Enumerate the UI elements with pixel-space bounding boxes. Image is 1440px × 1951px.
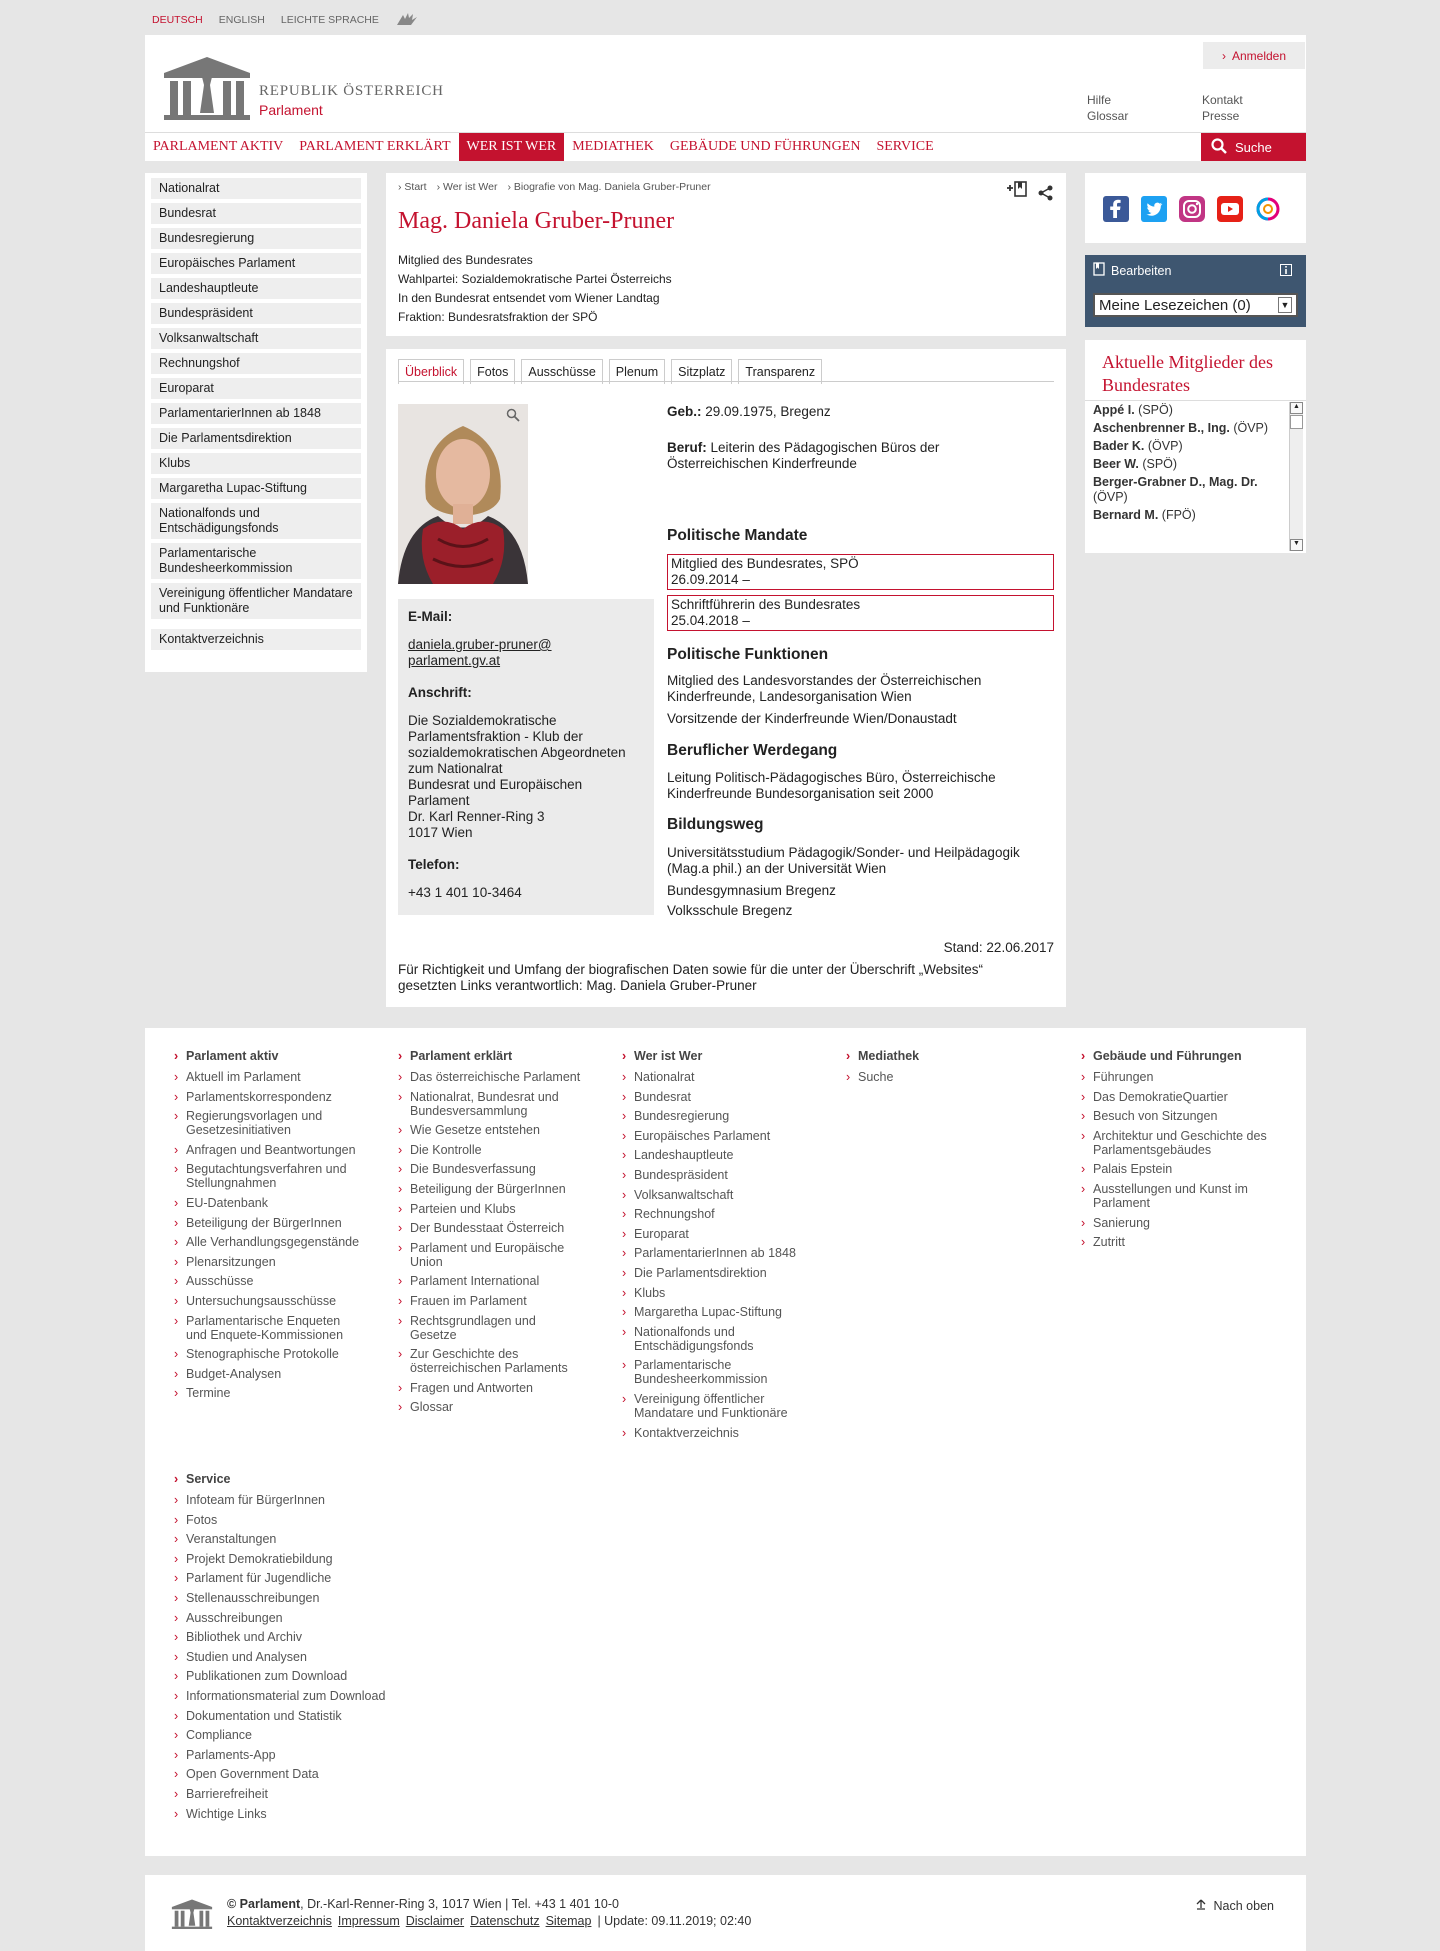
footer-link[interactable]: › ParlamentarierInnen ab 1848 xyxy=(634,1246,809,1260)
profession-info: Beruf: Leiterin des Pädagogischen Büros der Österreichischen Kinderfreunde xyxy=(667,440,940,471)
breadcrumb-current: › Biografie von Mag. Daniela Gruber-Pruner xyxy=(507,181,710,193)
bottom-link[interactable]: Sitemap xyxy=(545,1914,592,1928)
contact-link[interactable]: Kontakt xyxy=(1202,93,1243,107)
footer-heading[interactable]: › Service xyxy=(186,1472,406,1486)
footer-col-service xyxy=(186,1472,406,1826)
sidebar-item[interactable]: Nationalfonds und Entschädigungsfonds xyxy=(151,503,361,539)
footer-link[interactable]: › Projekt Demokratiebildung xyxy=(186,1552,406,1566)
footer-heading[interactable]: › Gebäude und Führungen xyxy=(1093,1049,1273,1063)
footer-link[interactable]: › Parlamentarische Bundesheerkommission xyxy=(634,1358,809,1386)
member-party: (FPÖ) xyxy=(1161,508,1196,522)
member-list-item[interactable] xyxy=(1093,403,1288,418)
footer-link[interactable]: › Aktuell im Parlament xyxy=(186,1070,361,1084)
footer-link[interactable]: › Ausschüsse xyxy=(186,1274,361,1288)
footer-link[interactable]: › Parlament International xyxy=(410,1274,585,1288)
tab-fotos[interactable]: Fotos xyxy=(470,359,515,384)
address-line: Parlament xyxy=(408,793,470,808)
sidebar-item[interactable]: Margaretha Lupac-Stiftung xyxy=(151,478,361,499)
footer-link[interactable]: › Rechnungshof xyxy=(634,1207,809,1221)
footer-link[interactable]: › Publikationen zum Download xyxy=(186,1669,406,1683)
search-icon xyxy=(1211,138,1227,157)
logo-title: REPUBLIK ÖSTERREICH xyxy=(259,83,444,99)
footer-link[interactable]: › Europäisches Parlament xyxy=(634,1129,809,1143)
member-list-item[interactable] xyxy=(1093,508,1288,523)
education-item: Bundesgymnasium Bregenz xyxy=(667,883,836,898)
chevron-down-icon: ▼ xyxy=(1278,297,1292,313)
career-heading: Beruflicher Werdegang xyxy=(667,742,838,759)
career-item: Leitung Politisch-Pädagogisches Büro, Österreichische Kinderfreunde Bundesorganisation seit 2000 xyxy=(667,770,996,801)
glossary-link[interactable]: Glossar xyxy=(1087,109,1129,123)
members-list xyxy=(1093,403,1288,551)
current-members-panel xyxy=(1085,340,1306,553)
sidebar-item[interactable]: Parlamentarische Bundesheerkommission xyxy=(151,543,361,579)
bottom-link[interactable]: Datenschutz xyxy=(470,1914,540,1928)
bio-content-panel xyxy=(386,349,1066,1007)
breadcrumb-start[interactable]: › Start xyxy=(398,181,427,193)
footer-link[interactable]: › Stellenausschreibungen xyxy=(186,1591,406,1605)
tab-ausschuesse[interactable]: Ausschüsse xyxy=(521,359,602,384)
member-party: (ÖVP) xyxy=(1093,490,1128,504)
address-line: Parlamentsfraktion - Klub der xyxy=(408,729,583,744)
footer-link[interactable]: › Das österreichische Parlament xyxy=(410,1070,585,1084)
member-name: Appé I. xyxy=(1093,403,1135,417)
press-link[interactable]: Presse xyxy=(1202,109,1240,123)
lang-easy-link[interactable]: LEICHTE SPRACHE xyxy=(280,14,379,26)
footer-link[interactable]: › Margaretha Lupac-Stiftung xyxy=(634,1305,809,1319)
footer-link[interactable]: › Dokumentation und Statistik xyxy=(186,1709,406,1723)
footer-link[interactable]: › Der Bundesstaat Österreich xyxy=(410,1221,585,1235)
bio-summary xyxy=(398,251,672,327)
footer-col-parlament-aktiv xyxy=(186,1049,361,1406)
sidebar-item[interactable]: Bundesregierung xyxy=(151,228,361,249)
footer-heading[interactable]: › Wer ist Wer xyxy=(634,1049,809,1063)
footer-link[interactable]: › Zutritt xyxy=(1093,1235,1273,1249)
member-list-item[interactable] xyxy=(1093,421,1288,436)
mandates-heading: Politische Mandate xyxy=(667,527,808,544)
footer-link[interactable]: › Fragen und Antworten xyxy=(410,1381,585,1395)
footer-link[interactable]: › Parlaments-App xyxy=(186,1748,406,1762)
footer-link[interactable]: › Barrierefreiheit xyxy=(186,1787,406,1801)
footer-link[interactable]: › Sanierung xyxy=(1093,1216,1273,1230)
phone-number: +43 1 401 10-3464 xyxy=(408,885,522,900)
footer-col-wer-ist-wer xyxy=(634,1049,809,1445)
contact-box xyxy=(398,599,654,915)
footer-link[interactable]: › Bundesrat xyxy=(634,1090,809,1104)
footer-link[interactable]: › Ausschreibungen xyxy=(186,1611,406,1625)
member-name: Berger-Grabner D., Mag. Dr. xyxy=(1093,475,1258,489)
footer-link[interactable]: › Parlamentarische Enqueten und Enquete-Kommissionen xyxy=(186,1314,361,1342)
footer-link[interactable]: › Open Government Data xyxy=(186,1767,406,1781)
footer-link[interactable]: › Infoteam für BürgerInnen xyxy=(186,1493,406,1507)
footer-link[interactable]: › Compliance xyxy=(186,1728,406,1742)
back-to-top-link[interactable]: Nach oben xyxy=(1196,1898,1274,1913)
nav-service[interactable]: SERVICE xyxy=(876,139,934,154)
tab-plenum[interactable]: Plenum xyxy=(609,359,665,384)
footer-link[interactable]: › Untersuchungsausschüsse xyxy=(186,1294,361,1308)
footer-link[interactable]: › Führungen xyxy=(1093,1070,1273,1084)
footer-col-mediathek xyxy=(858,1049,1033,1090)
login-button[interactable]: › Anmelden xyxy=(1203,42,1305,69)
parliament-logo-small-icon xyxy=(170,1898,214,1935)
sidebar-item[interactable]: ParlamentarierInnen ab 1848 xyxy=(151,403,361,424)
footer-link[interactable]: › Anfragen und Beantwortungen xyxy=(186,1143,361,1157)
breadcrumb-wer-ist-wer[interactable]: › Wer ist Wer xyxy=(437,181,498,193)
sidebar-item[interactable]: Rechnungshof xyxy=(151,353,361,374)
address-line: zum Nationalrat xyxy=(408,761,503,776)
nav-parlament-aktiv[interactable]: PARLAMENT AKTIV xyxy=(153,139,284,154)
sidebar-item[interactable]: Kontaktverzeichnis xyxy=(151,629,361,650)
bookmarks-select[interactable]: Meine Lesezeichen (0) ▼ xyxy=(1093,293,1298,317)
copyright-block: © Parlament, Dr.-Karl-Renner-Ring 3, 1017 Wien | Tel. +43 1 401 10-0 Kontaktverzeichnis Impressum Disclaimer Datenschutz Sitemap | Update: 09.11.2019; 02:40 xyxy=(227,1897,752,1928)
bottom-bar xyxy=(145,1875,1306,1951)
lang-deutsch-link[interactable]: DEUTSCH xyxy=(152,14,203,26)
instagram-icon[interactable] xyxy=(1179,196,1205,227)
bio-header-panel xyxy=(386,173,1066,336)
footer-link[interactable]: › Termine xyxy=(186,1386,361,1400)
functions-heading: Politische Funktionen xyxy=(667,646,829,663)
member-list-item[interactable] xyxy=(1093,475,1288,505)
footer-link[interactable]: › Rechtsgrundlagen und Gesetze xyxy=(410,1314,585,1342)
email-link[interactable]: daniela.gruber-pruner@ parlament.gv.at xyxy=(408,637,552,668)
lang-english-link[interactable]: ENGLISH xyxy=(218,14,265,26)
footer-link[interactable]: › Parlament für Jugendliche xyxy=(186,1571,406,1585)
bottom-links xyxy=(227,1913,751,1930)
email-label: E-Mail: xyxy=(408,609,453,624)
bottom-link[interactable]: Impressum xyxy=(337,1914,400,1928)
bottom-link[interactable]: Disclaimer xyxy=(405,1914,465,1928)
footer-link[interactable]: › Beteiligung der BürgerInnen xyxy=(410,1182,585,1196)
twitter-icon[interactable] xyxy=(1141,196,1167,227)
sidebar-item[interactable]: Vereinigung öffentlicher Mandatare und Funktionäre xyxy=(151,583,361,619)
sidebar-item[interactable]: Volksanwaltschaft xyxy=(151,328,361,349)
footer-sitemap xyxy=(145,1028,1306,1856)
footer-col-gebaeude xyxy=(1093,1049,1273,1255)
footer-link[interactable]: › Klubs xyxy=(634,1286,809,1300)
birth-info: Geb.: 29.09.1975, Bregenz xyxy=(667,404,831,419)
footer-heading[interactable]: › Mediathek xyxy=(858,1049,1033,1063)
footer-link[interactable]: › Das DemokratieQuartier xyxy=(1093,1090,1273,1104)
page-title: Mag. Daniela Gruber-Pruner xyxy=(398,208,675,234)
footer-link[interactable]: › Europarat xyxy=(634,1227,809,1241)
member-list-item[interactable] xyxy=(1093,439,1288,454)
footer-link[interactable]: › Plenarsitzungen xyxy=(186,1255,361,1269)
scroll-up-icon[interactable]: ▲ xyxy=(1290,402,1303,414)
bookmark-panel xyxy=(1085,255,1306,327)
footer-link[interactable]: › Suche xyxy=(858,1070,1033,1084)
address-line: Die Sozialdemokratische xyxy=(408,713,557,728)
disclaimer-text: Für Richtigkeit und Umfang der biografischen Daten sowie für die unter der Überschrift „Websites“ gesetzten Links verantwortlich: Mag. Daniela Gruber-Pruner xyxy=(398,962,984,993)
bookmark-edit[interactable]: Bearbeiten xyxy=(1093,262,1171,279)
footer-link[interactable]: › Architektur und Geschichte des Parlamentsgebäudes xyxy=(1093,1129,1273,1157)
facebook-icon[interactable] xyxy=(1103,196,1129,227)
footer-link[interactable]: › Ausstellungen und Kunst im Parlament xyxy=(1093,1182,1273,1210)
sidebar-item[interactable]: Europäisches Parlament xyxy=(151,253,361,274)
footer-link[interactable]: › Nationalrat, Bundesrat und Bundesversammlung xyxy=(410,1090,585,1118)
bio-line-faction: Fraktion: Bundesratsfraktion der SPÖ xyxy=(398,310,598,324)
footer-link[interactable]: › Die Parlamentsdirektion xyxy=(634,1266,809,1280)
footer-link[interactable]: › Landeshauptleute xyxy=(634,1148,809,1162)
bookmark-icon xyxy=(1093,262,1105,279)
nav-mediathek[interactable]: MEDIATHEK xyxy=(572,139,654,154)
members-heading: Aktuelle Mitglieder des Bundesrates xyxy=(1102,352,1273,395)
member-party: (SPÖ) xyxy=(1142,457,1178,471)
logo-subtitle: Parlament xyxy=(259,102,323,118)
member-party: (SPÖ) xyxy=(1138,403,1173,417)
members-divider xyxy=(1085,400,1306,401)
education-item: Volksschule Bregenz xyxy=(667,903,793,918)
footer-link[interactable]: › Palais Epstein xyxy=(1093,1162,1273,1176)
bio-line-membership: Mitglied des Bundesrates xyxy=(398,253,533,267)
function-item: Vorsitzende der Kinderfreunde Wien/Donaustadt xyxy=(667,711,957,726)
scrollbar-thumb[interactable] xyxy=(1290,415,1303,429)
sidebar-item[interactable]: Nationalrat xyxy=(151,178,361,199)
member-name: Bernard M. xyxy=(1093,508,1159,522)
member-name: Aschenbrenner B., Ing. xyxy=(1093,421,1230,435)
footer-link[interactable]: › Vereinigung öffentlicher Mandatare und Funktionäre xyxy=(634,1392,809,1420)
search-button[interactable]: Suche xyxy=(1201,133,1306,161)
footer-link[interactable]: › Regierungsvorlagen und Gesetzesinitiativen xyxy=(186,1109,361,1137)
footer-link[interactable]: › Budget-Analysen xyxy=(186,1367,361,1381)
footer-link[interactable]: › Die Kontrolle xyxy=(410,1143,585,1157)
address-line: 1017 Wien xyxy=(408,825,473,840)
breadcrumb xyxy=(398,181,711,193)
scroll-down-icon[interactable]: ▼ xyxy=(1290,539,1303,551)
bottom-link[interactable]: Kontaktverzeichnis xyxy=(227,1914,332,1928)
last-updated: Stand: 22.06.2017 xyxy=(943,940,1054,955)
address-line: Dr. Karl Renner-Ring 3 xyxy=(408,809,545,824)
nav-gebaeude[interactable]: GEBÄUDE UND FÜHRUNGEN xyxy=(669,139,861,154)
tab-sitzplatz[interactable]: Sitzplatz xyxy=(671,359,732,384)
footer-col-parlament-erklaert xyxy=(410,1049,585,1420)
footer-link[interactable]: › Besuch von Sitzungen xyxy=(1093,1109,1273,1123)
bio-line-party: Wahlpartei: Sozialdemokratische Partei Österreichs xyxy=(398,272,672,286)
footer-link[interactable]: › Bundespräsident xyxy=(634,1168,809,1182)
member-list-item[interactable] xyxy=(1093,457,1288,472)
chevron-right-icon: › xyxy=(1221,48,1226,63)
sidebar-item[interactable]: Bundespräsident xyxy=(151,303,361,324)
demokratiewebstatt-icon[interactable] xyxy=(1255,196,1281,227)
tabs-divider xyxy=(398,381,1054,382)
address-label: Anschrift: xyxy=(408,685,472,700)
info-icon[interactable] xyxy=(1280,263,1292,281)
footer-link[interactable]: › Veranstaltungen xyxy=(186,1532,406,1546)
social-media-panel xyxy=(1085,173,1306,243)
address-text xyxy=(408,713,644,841)
bio-line-delegation: In den Bundesrat entsendet vom Wiener Landtag xyxy=(398,291,660,305)
footer-link[interactable]: › Informationsmaterial zum Download xyxy=(186,1689,406,1703)
education-heading: Bildungsweg xyxy=(667,816,764,833)
language-bar xyxy=(152,12,419,28)
footer-link[interactable]: › Studien und Analysen xyxy=(186,1650,406,1664)
mandate-item: Schriftführerin des Bundesrates 25.04.2018 – xyxy=(667,595,1054,631)
members-scrollbar[interactable] xyxy=(1289,402,1303,551)
phone-label: Telefon: xyxy=(408,857,460,872)
function-item: Mitglied des Landesvorstandes der Österreichischen Kinderfreunde, Landesorganisation Wien xyxy=(667,673,982,704)
youtube-icon[interactable] xyxy=(1217,196,1243,227)
sidebar-item[interactable]: Die Parlamentsdirektion xyxy=(151,428,361,449)
footer-link[interactable]: › Bundesregierung xyxy=(634,1109,809,1123)
left-sidebar xyxy=(145,173,367,672)
member-name: Bader K. xyxy=(1093,439,1145,453)
footer-heading[interactable]: › Parlament aktiv xyxy=(186,1049,361,1063)
footer-link[interactable]: › Alle Verhandlungsgegenstände xyxy=(186,1235,361,1249)
tab-transparenz[interactable]: Transparenz xyxy=(738,359,822,384)
footer-link[interactable]: › Stenographische Protokolle xyxy=(186,1347,361,1361)
footer-link[interactable]: › Wichtige Links xyxy=(186,1807,406,1821)
bookmark-add-icon[interactable] xyxy=(1006,180,1028,203)
update-timestamp: | Update: 09.11.2019; 02:40 xyxy=(597,1914,752,1928)
footer-link[interactable]: › Wie Gesetze entstehen xyxy=(410,1123,585,1137)
address-line: Bundesrat und Europäischen xyxy=(408,777,583,792)
footer-link[interactable]: › EU-Datenbank xyxy=(186,1196,361,1210)
arrow-up-icon xyxy=(1196,1898,1206,1913)
footer-link[interactable]: › Parteien und Klubs xyxy=(410,1202,585,1216)
footer-link[interactable]: › Fotos xyxy=(186,1513,406,1527)
footer-link[interactable]: › Parlamentskorrespondenz xyxy=(186,1090,361,1104)
help-link[interactable]: Hilfe xyxy=(1087,93,1112,107)
education-item: Universitätsstudium Pädagogik/Sonder- und Heilpädagogik (Mag.a phil.) an der Universität Wien xyxy=(667,845,1020,876)
sidebar-item[interactable]: Bundesrat xyxy=(151,203,361,224)
footer-link[interactable]: › Glossar xyxy=(410,1400,585,1414)
footer-link[interactable]: › Kontaktverzeichnis xyxy=(634,1426,809,1440)
footer-link[interactable]: › Nationalrat xyxy=(634,1070,809,1084)
footer-link[interactable]: › Zur Geschichte des österreichischen Parlaments xyxy=(410,1347,585,1375)
footer-link[interactable]: › Beteiligung der BürgerInnen xyxy=(186,1216,361,1230)
portrait-photo[interactable] xyxy=(398,404,528,584)
sidebar-item[interactable]: Europarat xyxy=(151,378,361,399)
footer-link[interactable]: › Volksanwaltschaft xyxy=(634,1188,809,1202)
footer-heading[interactable]: › Parlament erklärt xyxy=(410,1049,585,1063)
zoom-icon[interactable] xyxy=(506,408,520,427)
mandate-item: Mitglied des Bundesrates, SPÖ 26.09.2014 – xyxy=(667,554,1054,590)
tab-ueberblick[interactable]: Überblick xyxy=(398,359,464,384)
footer-link[interactable]: › Begutachtungsverfahren und Stellungnahmen xyxy=(186,1162,361,1190)
member-party: (ÖVP) xyxy=(1233,421,1269,435)
footer-link[interactable]: › Frauen im Parlament xyxy=(410,1294,585,1308)
main-nav xyxy=(145,132,1306,161)
sidebar-item[interactable]: Klubs xyxy=(151,453,361,474)
share-icon[interactable] xyxy=(1038,185,1054,206)
sidebar-item[interactable]: Landeshauptleute xyxy=(151,278,361,299)
footer-link[interactable]: › Die Bundesverfassung xyxy=(410,1162,585,1176)
footer-link[interactable]: › Parlament und Europäische Union xyxy=(410,1241,585,1269)
sign-language-icon[interactable] xyxy=(395,11,419,30)
parliament-logo-icon[interactable] xyxy=(160,55,254,126)
footer-link[interactable]: › Nationalfonds und Entschädigungsfonds xyxy=(634,1325,809,1353)
nav-wer-ist-wer[interactable]: WER IST WER xyxy=(459,133,565,161)
footer-link[interactable]: › Bibliothek und Archiv xyxy=(186,1630,406,1644)
member-party: (ÖVP) xyxy=(1147,439,1183,453)
address-line: sozialdemokratischen Abgeordneten xyxy=(408,745,626,760)
member-name: Beer W. xyxy=(1093,457,1139,471)
nav-parlament-erklaert[interactable]: PARLAMENT ERKLÄRT xyxy=(299,139,451,154)
